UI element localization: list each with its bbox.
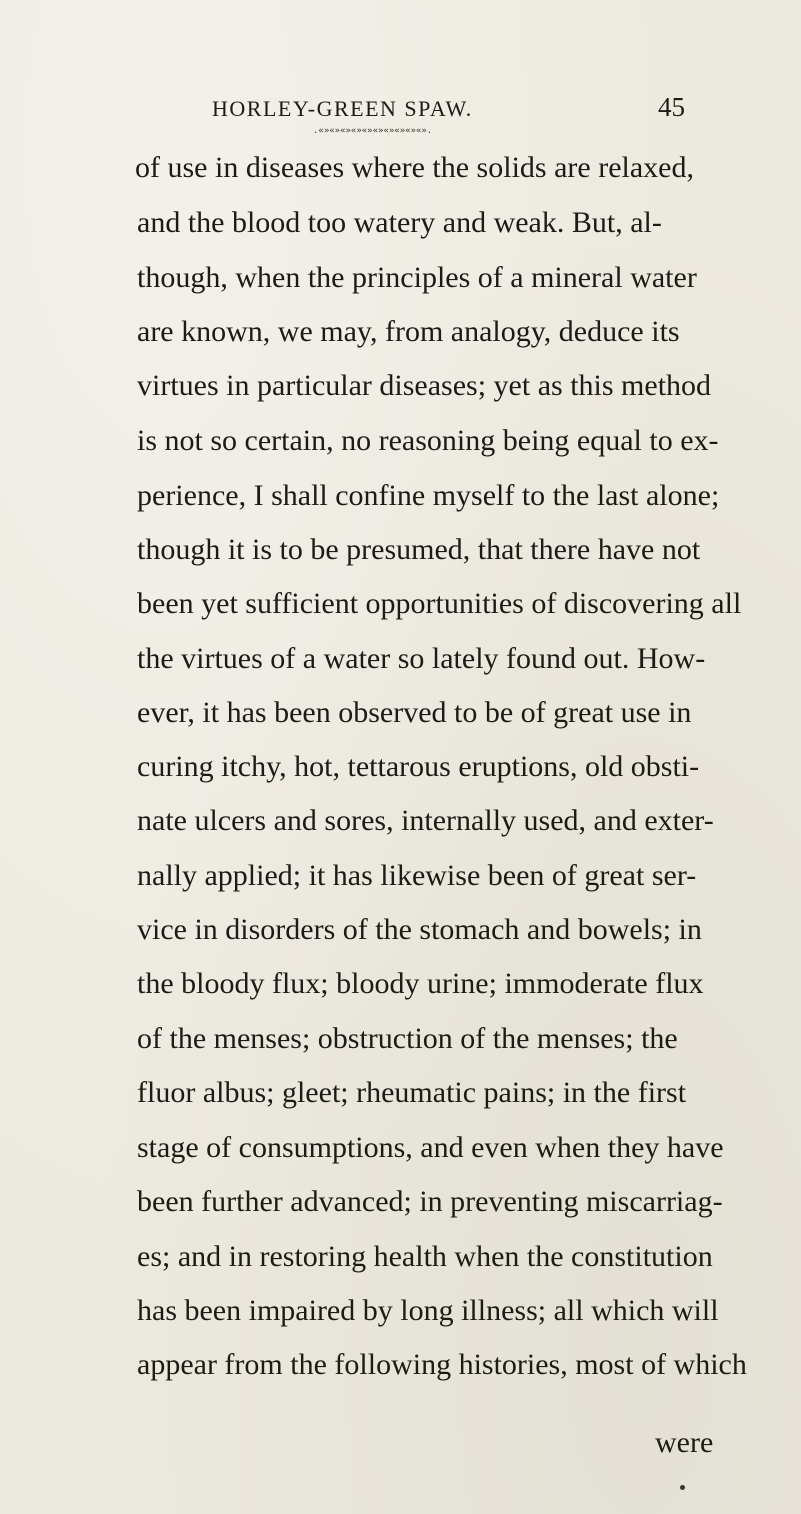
text-line: perience, I shall confine myself to the last alone; [137,479,720,512]
running-title: HORLEY-GREEN SPAW. [212,96,473,121]
text-line: fluor albus; gleet; rheumatic pains; in the first [137,1076,687,1109]
text-line: though, when the principles of a mineral water [137,261,697,294]
text-line: curing itchy, hot, tettarous eruptions, old obsti- [137,750,700,783]
text-line: of use in diseases where the solids are relaxed, [135,151,694,184]
text-line: and the blood too watery and weak. But, al- [137,206,662,239]
text-line: vice in disorders of the stomach and bowels; in [137,913,702,946]
text-line: appear from the following histories, most of which [137,1348,747,1381]
text-line: been further advanced; in preventing miscarriag- [137,1185,723,1218]
page-number: 45 [658,92,685,122]
text-line: nally applied; it has likewise been of great ser- [137,859,697,892]
text-line: is not so certain, no reasoning being equal to ex- [137,424,719,457]
catchword: were [655,1426,714,1459]
text-line: nate ulcers and sores, internally used, and exter- [137,804,714,837]
text-line: ever, it has been observed to be of great use in [137,696,692,729]
ink-speck [680,1485,685,1490]
text-line: are known, we may, from analogy, deduce its [137,315,680,348]
text-line: though it is to be presumed, that there have not [137,533,701,566]
text-line: the virtues of a water so lately found out. How- [137,642,706,675]
header-ornament: .«»«»«»«»«»«»«»«»«»«». [313,126,433,136]
text-line: the bloody flux; bloody urine; immoderate flux [137,967,704,1000]
text-line: of the menses; obstruction of the menses; the [137,1022,678,1055]
text-line: virtues in particular diseases; yet as this method [137,369,712,402]
text-line: stage of consumptions, and even when they have [137,1131,724,1164]
text-line: es; and in restoring health when the constitution [137,1240,713,1273]
text-line: has been impaired by long illness; all which will [137,1294,719,1327]
text-line: been yet sufficient opportunities of discovering all [137,587,742,620]
